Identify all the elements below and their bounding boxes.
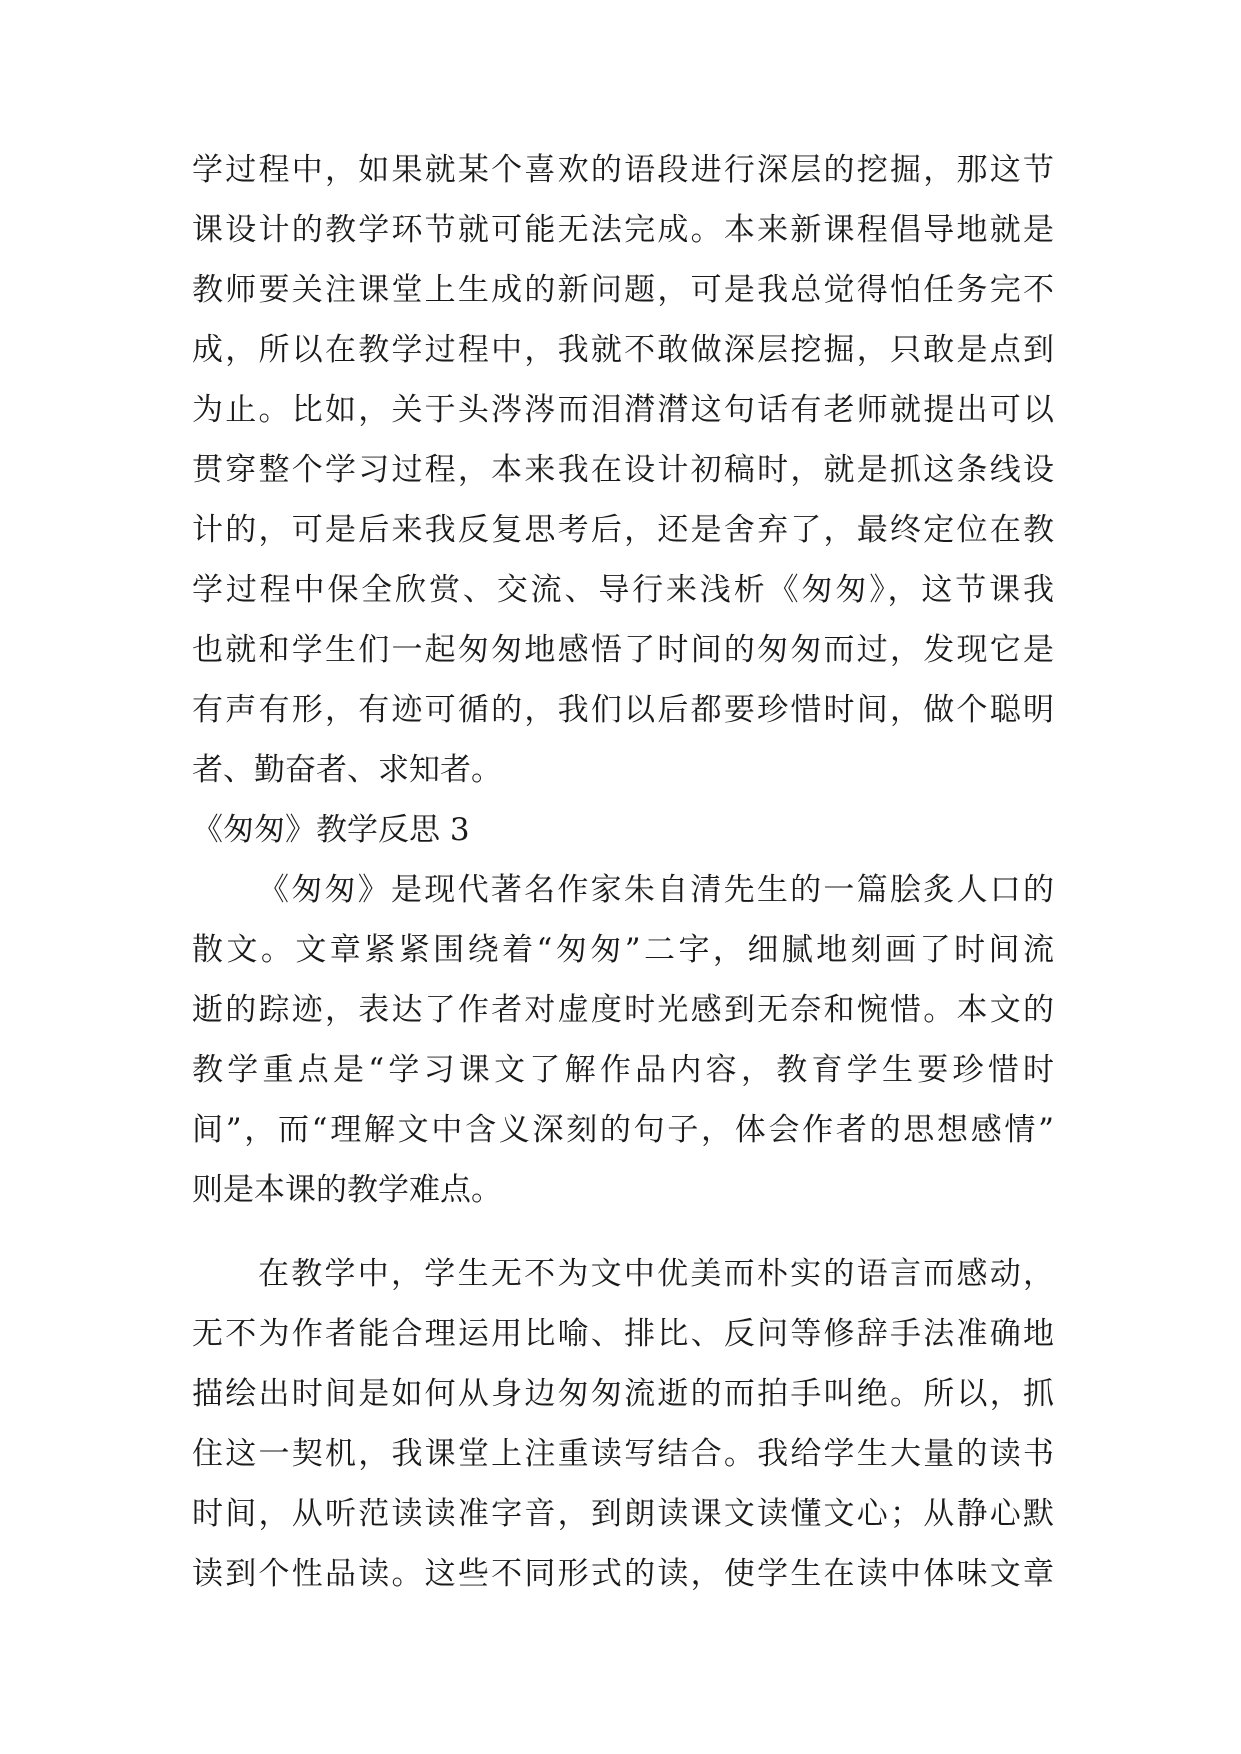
text-line: 则是本课的教学难点。 xyxy=(192,1172,502,1208)
text-line: 学过程中保全欣赏、交流、导行来浅析《匆匆》，这节课我 xyxy=(192,572,1054,608)
text-line: 课设计的教学环节就可能无法完成。本来新课程倡导地就是 xyxy=(192,212,1054,248)
text-line: 为止。比如，关于头涔涔而泪潸潸这句话有老师就提出可以 xyxy=(192,392,1054,428)
text-line: 无不为作者能合理运用比喻、排比、反问等修辞手法准确地 xyxy=(192,1316,1054,1352)
paragraph-gap xyxy=(192,1220,1054,1244)
text-line: 散文。文章紧紧围绕着“匆匆”二字，细腻地刻画了时间流 xyxy=(192,932,1054,968)
text-line: 《匆匆》是现代著名作家朱自清先生的一篇脍炙人口的 xyxy=(258,872,1054,908)
section-heading: 《匆匆》教学反思 3 xyxy=(192,812,470,848)
text-line: 读到个性品读。这些不同形式的读，使学生在读中体味文章 xyxy=(192,1556,1054,1592)
text-line: 逝的踪迹，表达了作者对虚度时光感到无奈和惋惜。本文的 xyxy=(192,992,1054,1028)
text-line: 贯穿整个学习过程，本来我在设计初稿时，就是抓这条线设 xyxy=(192,452,1054,488)
text-line: 也就和学生们一起匆匆地感悟了时间的匆匆而过，发现它是 xyxy=(192,632,1054,668)
text-line: 时间，从听范读读准字音，到朗读课文读懂文心；从静心默 xyxy=(192,1496,1054,1532)
paragraph-2 xyxy=(192,860,1054,1220)
text-line: 描绘出时间是如何从身边匆匆流逝的而拍手叫绝。所以，抓 xyxy=(192,1376,1054,1412)
text-line: 教师要关注课堂上生成的新问题，可是我总觉得怕任务完不 xyxy=(192,272,1054,308)
document-page xyxy=(192,140,1054,1604)
text-line: 者、勤奋者、求知者。 xyxy=(192,752,502,788)
text-line: 计的，可是后来我反复思考后，还是舍弃了，最终定位在教 xyxy=(192,512,1054,548)
text-line: 住这一契机，我课堂上注重读写结合。我给学生大量的读书 xyxy=(192,1436,1054,1472)
text-line: 间”，而“理解文中含义深刻的句子，体会作者的思想感情” xyxy=(192,1112,1054,1148)
paragraph-3 xyxy=(192,1244,1054,1604)
text-line: 有声有形，有迹可循的，我们以后都要珍惜时间，做个聪明 xyxy=(192,692,1054,728)
text-line: 教学重点是“学习课文了解作品内容，教育学生要珍惜时 xyxy=(192,1052,1054,1088)
text-line: 学过程中，如果就某个喜欢的语段进行深层的挖掘，那这节 xyxy=(192,152,1054,188)
text-line: 成，所以在教学过程中，我就不敢做深层挖掘，只敢是点到 xyxy=(192,332,1054,368)
text-line: 在教学中，学生无不为文中优美而朴实的语言而感动， xyxy=(258,1256,1054,1292)
paragraph-1 xyxy=(192,140,1054,800)
